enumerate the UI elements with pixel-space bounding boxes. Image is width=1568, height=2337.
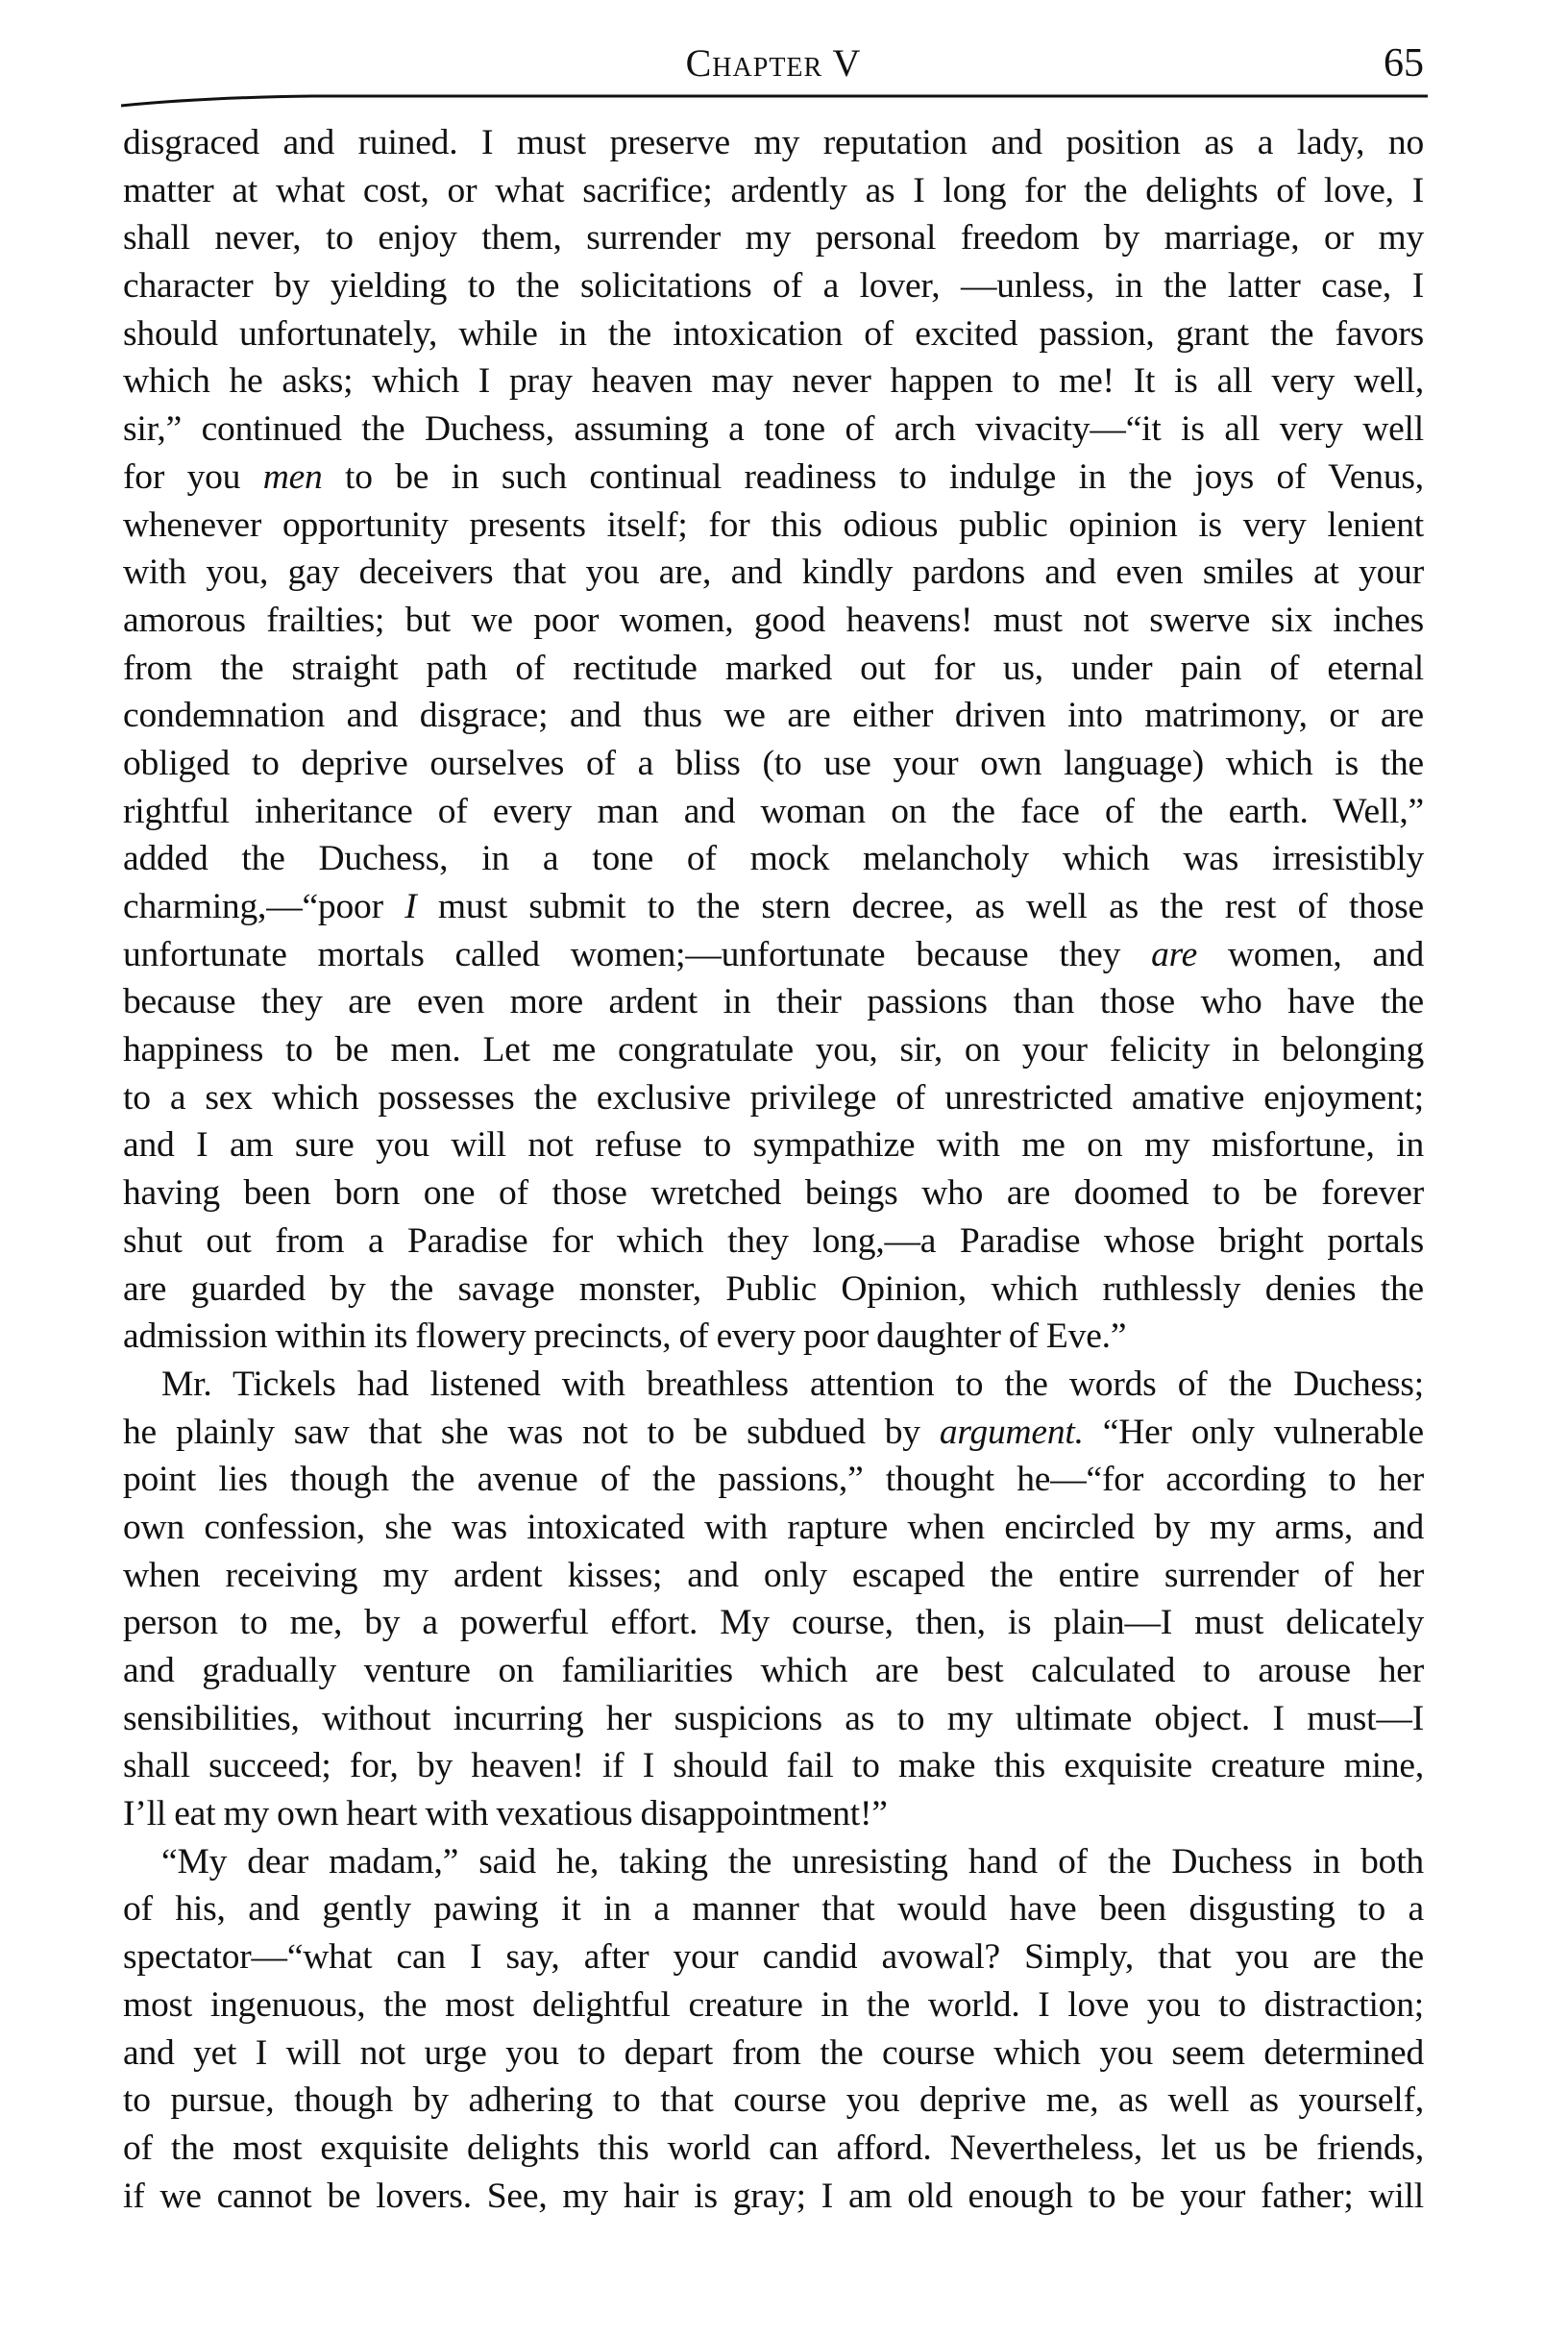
text-line xyxy=(123,2173,1424,2221)
text-line xyxy=(123,214,1424,262)
italic-text: are xyxy=(1151,934,1198,974)
text-run: own confession, she was intoxicated with rapture when encircled by my arms, and xyxy=(123,1507,1424,1547)
text-run: shall never, to enjoy them, surrender my personal freedom by marriage, or my xyxy=(123,218,1424,258)
text-line xyxy=(123,1266,1424,1314)
running-head xyxy=(123,33,1424,94)
text-line xyxy=(123,1409,1424,1457)
text-line xyxy=(123,1885,1424,1933)
text-run: and yet I will not urge you to depart from the course which you seem determined xyxy=(123,2032,1424,2073)
text-run: and gradually venture on familiarities which are best calculated to arouse her xyxy=(123,1651,1424,1690)
italic-text: I xyxy=(404,887,417,926)
text-line xyxy=(123,167,1424,215)
text-line xyxy=(123,1695,1424,1743)
text-run: “My dear madam,” said he, taking the unresisting hand of the Duchess in both xyxy=(161,1841,1424,1882)
text-line xyxy=(123,1647,1424,1695)
text-line xyxy=(123,1026,1424,1074)
paragraph xyxy=(123,1838,1424,2221)
text-run: most ingenuous, the most delightful creature in the world. I love you to distraction; xyxy=(123,1984,1424,2025)
text-line xyxy=(123,2125,1424,2173)
text-line xyxy=(123,262,1424,310)
text-run: shut out from a Paradise for which they long,—a Paradise whose bright portals xyxy=(123,1220,1424,1261)
text-run: when receiving my ardent kisses; and only escaped the entire surrender of her xyxy=(123,1555,1424,1595)
text-run: character by yielding to the solicitations of a lover, —unless, in the latter case, I xyxy=(123,266,1424,307)
text-run: shall succeed; for, by heaven! if I should fail to make this exquisite creature mine, xyxy=(123,1746,1424,1786)
chapter-title: Chapter V xyxy=(685,41,862,85)
text-line xyxy=(123,1599,1424,1647)
text-line xyxy=(123,788,1424,836)
text-line xyxy=(123,692,1424,740)
header-rule xyxy=(121,88,1428,111)
text-line xyxy=(123,119,1424,167)
text-line xyxy=(123,2077,1424,2125)
text-run: “Her only vulnerable xyxy=(1083,1412,1424,1452)
text-run: disgraced and ruined. I must preserve my reputation and position as a lady, no xyxy=(123,123,1424,162)
page-body xyxy=(123,119,1424,2220)
text-run: whenever opportunity presents itself; for this odious public opinion is very lenient xyxy=(123,504,1424,545)
text-run: I’ll eat my own heart with vexatious disappointment!” xyxy=(123,1794,888,1834)
text-run: and I am sure you will not refuse to sympathize with me on my misfortune, in xyxy=(123,1125,1424,1166)
text-line xyxy=(123,1218,1424,1266)
text-run: having been born one of those wretched beings who are doomed to be forever xyxy=(123,1173,1424,1214)
paragraph xyxy=(123,1361,1424,1838)
header-rule-line xyxy=(121,96,1428,106)
text-line xyxy=(123,931,1424,979)
text-line xyxy=(123,978,1424,1026)
text-run: to pursue, though by adhering to that course you deprive me, as well as yourself, xyxy=(123,2080,1424,2121)
text-run: must submit to the stern decree, as well as the rest of those xyxy=(416,887,1425,926)
text-line xyxy=(123,310,1424,358)
text-run: with you, gay deceivers that you are, and kindly pardons and even smiles at your xyxy=(123,553,1424,593)
text-line xyxy=(123,645,1424,693)
text-run: of his, and gently pawing it in a manner that would have been disgusting to a xyxy=(123,1889,1424,1930)
text-run: are guarded by the savage monster, Public Opinion, which ruthlessly denies the xyxy=(123,1268,1424,1309)
text-line xyxy=(123,1456,1424,1504)
text-run: for you xyxy=(123,456,263,497)
text-run: he plainly saw that she was not to be subdued by xyxy=(123,1412,940,1452)
text-line xyxy=(123,883,1424,931)
text-line xyxy=(123,502,1424,550)
text-run: which he asks; which I pray heaven may never happen to me! It is all very well, xyxy=(123,361,1424,402)
text-line xyxy=(123,1933,1424,1981)
text-run: happiness to be men. Let me congratulate you, sir, on your felicity in belonging xyxy=(123,1030,1424,1070)
text-line xyxy=(123,1790,1424,1838)
text-run: person to me, by a powerful effort. My course, then, is plain—I must delicately xyxy=(123,1603,1424,1643)
text-line xyxy=(123,1504,1424,1552)
text-line xyxy=(123,549,1424,597)
text-run: obliged to deprive ourselves of a bliss (to use your own language) which is the xyxy=(123,743,1424,783)
text-line xyxy=(123,1121,1424,1169)
text-line xyxy=(123,1361,1424,1409)
text-run: amorous frailties; but we poor women, good heavens! must not swerve six inches xyxy=(123,600,1424,640)
text-line xyxy=(123,740,1424,788)
page-number: 65 xyxy=(1384,41,1424,86)
text-run: to be in such continual readiness to indulge in the joys of Venus, xyxy=(322,456,1424,497)
text-run: women, and xyxy=(1197,934,1424,974)
text-run: sensibilities, without incurring her suspicions as to my ultimate object. I must—I xyxy=(123,1698,1424,1738)
text-line xyxy=(123,1981,1424,2030)
text-line xyxy=(123,1169,1424,1218)
text-run: sir,” continued the Duchess, assuming a tone of arch vivacity—“it is all very well xyxy=(123,409,1424,450)
text-line xyxy=(123,454,1424,502)
text-run: of the most exquisite delights this world can afford. Nevertheless, let us be friends, xyxy=(123,2128,1424,2168)
text-run: should unfortunately, while in the intoxication of excited passion, grant the favors xyxy=(123,313,1424,354)
text-run: from the straight path of rectitude marked out for us, under pain of eternal xyxy=(123,648,1424,688)
text-run: rightful inheritance of every man and woman on the face of the earth. Well,” xyxy=(123,791,1424,831)
italic-text: men xyxy=(262,456,323,497)
text-run: charming,—“poor xyxy=(123,887,405,926)
text-run: to a sex which possesses the exclusive privilege of unrestricted amative enjoyment; xyxy=(123,1077,1424,1118)
text-run: matter at what cost, or what sacrifice; ardently as I long for the delights of love, I xyxy=(123,170,1424,210)
text-line xyxy=(123,1838,1424,1886)
italic-text: argument. xyxy=(939,1412,1084,1452)
text-line xyxy=(123,406,1424,454)
text-line xyxy=(123,1313,1424,1361)
text-line xyxy=(123,357,1424,406)
text-run: because they are even more ardent in their passions than those who have the xyxy=(123,982,1424,1022)
text-run: Mr. Tickels had listened with breathless attention to the words of the Duchess; xyxy=(161,1364,1424,1404)
text-line xyxy=(123,1552,1424,1600)
paragraph xyxy=(123,119,1424,1361)
text-line xyxy=(123,1742,1424,1790)
text-line xyxy=(123,1074,1424,1122)
text-run: condemnation and disgrace; and thus we are either driven into matrimony, or are xyxy=(123,696,1424,736)
text-line xyxy=(123,835,1424,883)
text-run: added the Duchess, in a tone of mock melancholy which was irresistibly xyxy=(123,839,1424,879)
text-run: admission within its flowery precincts, of every poor daughter of Eve.” xyxy=(123,1316,1127,1357)
text-run: spectator—“what can I say, after your candid avowal? Simply, that you are the xyxy=(123,1937,1424,1978)
text-run: point lies though the avenue of the passions,” thought he—“for according to her xyxy=(123,1460,1424,1500)
text-line xyxy=(123,597,1424,645)
text-line xyxy=(123,2030,1424,2078)
text-run: unfortunate mortals called women;—unfortunate because they xyxy=(123,934,1152,974)
text-run: if we cannot be lovers. See, my hair is gray; I am old enough to be your father; will xyxy=(123,2176,1424,2216)
